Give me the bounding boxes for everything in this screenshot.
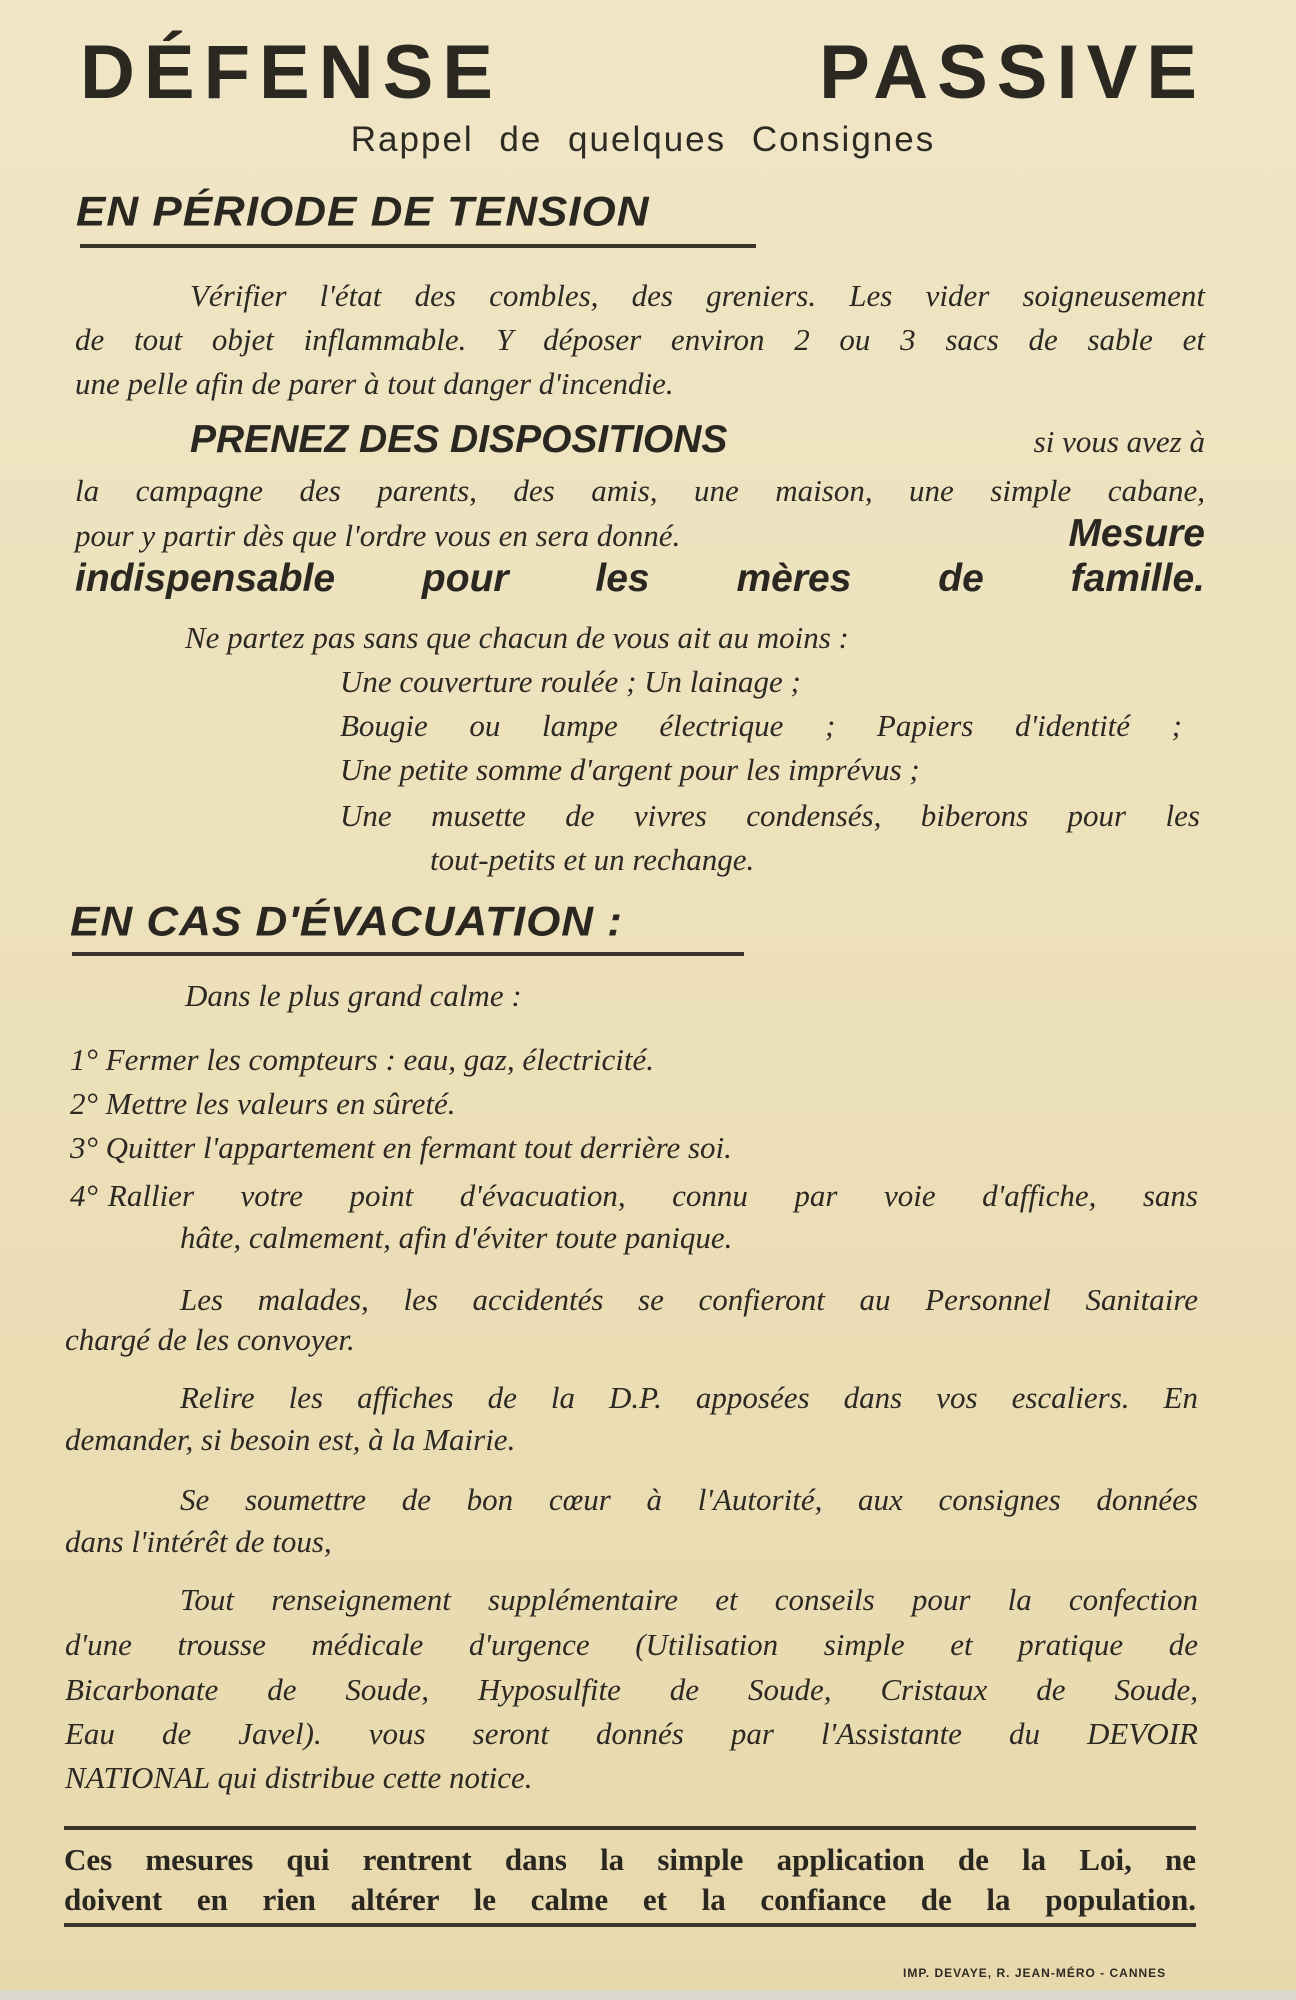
step-item bbox=[70, 1084, 455, 1124]
step-text: Mettre les valeurs en sûreté. bbox=[105, 1086, 456, 1121]
list-item: Bougie ou lampe électrique ; Papiers d'identité ; bbox=[340, 708, 1182, 743]
dispositions-line bbox=[190, 418, 1205, 462]
dispositions-line3: pour y partir dès que l'ordre vous en sera donné. bbox=[75, 518, 681, 553]
paragraph-line: demander, si besoin est, à la Mairie. bbox=[65, 1422, 516, 1457]
paragraph-line: Se soumettre de bon cœur à l'Autorité, aux consignes données bbox=[180, 1482, 1198, 1517]
list-item: tout-petits et un rechange. bbox=[430, 842, 755, 877]
page-subtitle: Rappel de quelques Consignes bbox=[350, 120, 936, 159]
paragraph-line: NATIONAL qui distribue cette notice. bbox=[65, 1760, 533, 1795]
evacuation-intro: Dans le plus grand calme : bbox=[185, 978, 522, 1013]
paragraph-line: Eau de Javel). vous seront donnés par l'Assistante du DEVOIR bbox=[65, 1716, 1198, 1751]
section-heading-evacuation: EN CAS D'ÉVACUATION : bbox=[70, 898, 623, 945]
step-number: 3° bbox=[70, 1130, 98, 1165]
paragraph-line: Les malades, les accidentés se confieront au Personnel Sanitaire bbox=[180, 1282, 1198, 1317]
paragraph-line bbox=[75, 512, 1205, 556]
step-text: Rallier votre point d'évacuation, connu par voie d'affiche, sans bbox=[107, 1178, 1198, 1213]
page-title bbox=[80, 30, 1206, 115]
dispositions-rest: si vous avez à bbox=[1033, 424, 1205, 459]
scan-edge bbox=[0, 1990, 1296, 2000]
list-item: Une musette de vivres condensés, biberons pour les bbox=[340, 798, 1200, 833]
heading-underline bbox=[72, 952, 744, 956]
step-item bbox=[70, 1176, 1198, 1216]
paragraph-line: Relire les affiches de la D.P. apposées dans vos escaliers. En bbox=[180, 1380, 1198, 1415]
step-item bbox=[70, 1128, 732, 1168]
heading-underline bbox=[80, 244, 756, 248]
step-number: 2° bbox=[70, 1086, 98, 1121]
printer-credit: IMP. DEVAYE, R. JEAN-MÉRO - CANNES bbox=[903, 1966, 1167, 1980]
list-item: Une couverture roulée ; Un lainage ; bbox=[340, 664, 801, 699]
paragraph-line: de tout objet inflammable. Y déposer environ 2 ou 3 sacs de sable et bbox=[75, 322, 1205, 357]
title-word-1: DÉFENSE bbox=[80, 30, 502, 115]
mesure-bold: Mesure bbox=[1068, 512, 1205, 555]
step-number: 4° bbox=[70, 1178, 98, 1213]
list-intro: Ne partez pas sans que chacun de vous ait au moins : bbox=[185, 620, 849, 655]
paragraph-line: la campagne des parents, des amis, une maison, une simple cabane, bbox=[75, 473, 1205, 508]
paragraph-line: chargé de les convoyer. bbox=[65, 1322, 355, 1357]
paragraph-line: Bicarbonate de Soude, Hyposulfite de Soude, Cristaux de Soude, bbox=[65, 1672, 1198, 1707]
section-heading-tension: EN PÉRIODE DE TENSION bbox=[76, 188, 650, 235]
step-text: Fermer les compteurs : eau, gaz, électricité. bbox=[105, 1042, 655, 1077]
step-item bbox=[70, 1040, 654, 1080]
step-number: 1° bbox=[70, 1042, 98, 1077]
footer-line: doivent en rien altérer le calme et la confiance de la population. bbox=[64, 1882, 1196, 1917]
footer-rule-top bbox=[64, 1826, 1196, 1830]
paragraph-line: une pelle afin de parer à tout danger d'incendie. bbox=[75, 366, 674, 401]
list-item: Une petite somme d'argent pour les imprévus ; bbox=[340, 752, 920, 787]
mesure-emphasis: indispensable pour les mères de famille. bbox=[75, 557, 1205, 600]
title-word-2: PASSIVE bbox=[819, 30, 1206, 115]
footer-rule-bottom bbox=[64, 1923, 1196, 1927]
step-text: Quitter l'appartement en fermant tout derrière soi. bbox=[105, 1130, 732, 1165]
paragraph-line: d'une trousse médicale d'urgence (Utilisation simple et pratique de bbox=[65, 1627, 1198, 1662]
paragraph-line: Vérifier l'état des combles, des greniers. Les vider soigneusement bbox=[190, 278, 1205, 313]
footer-line: Ces mesures qui rentrent dans la simple application de la Loi, ne bbox=[64, 1842, 1196, 1877]
paragraph-line: dans l'intérêt de tous, bbox=[65, 1524, 332, 1559]
paragraph-line: Tout renseignement supplémentaire et conseils pour la confection bbox=[180, 1582, 1198, 1617]
dispositions-lead: PRENEZ DES DISPOSITIONS bbox=[190, 418, 728, 461]
step-continuation: hâte, calmement, afin d'éviter toute panique. bbox=[180, 1220, 733, 1255]
